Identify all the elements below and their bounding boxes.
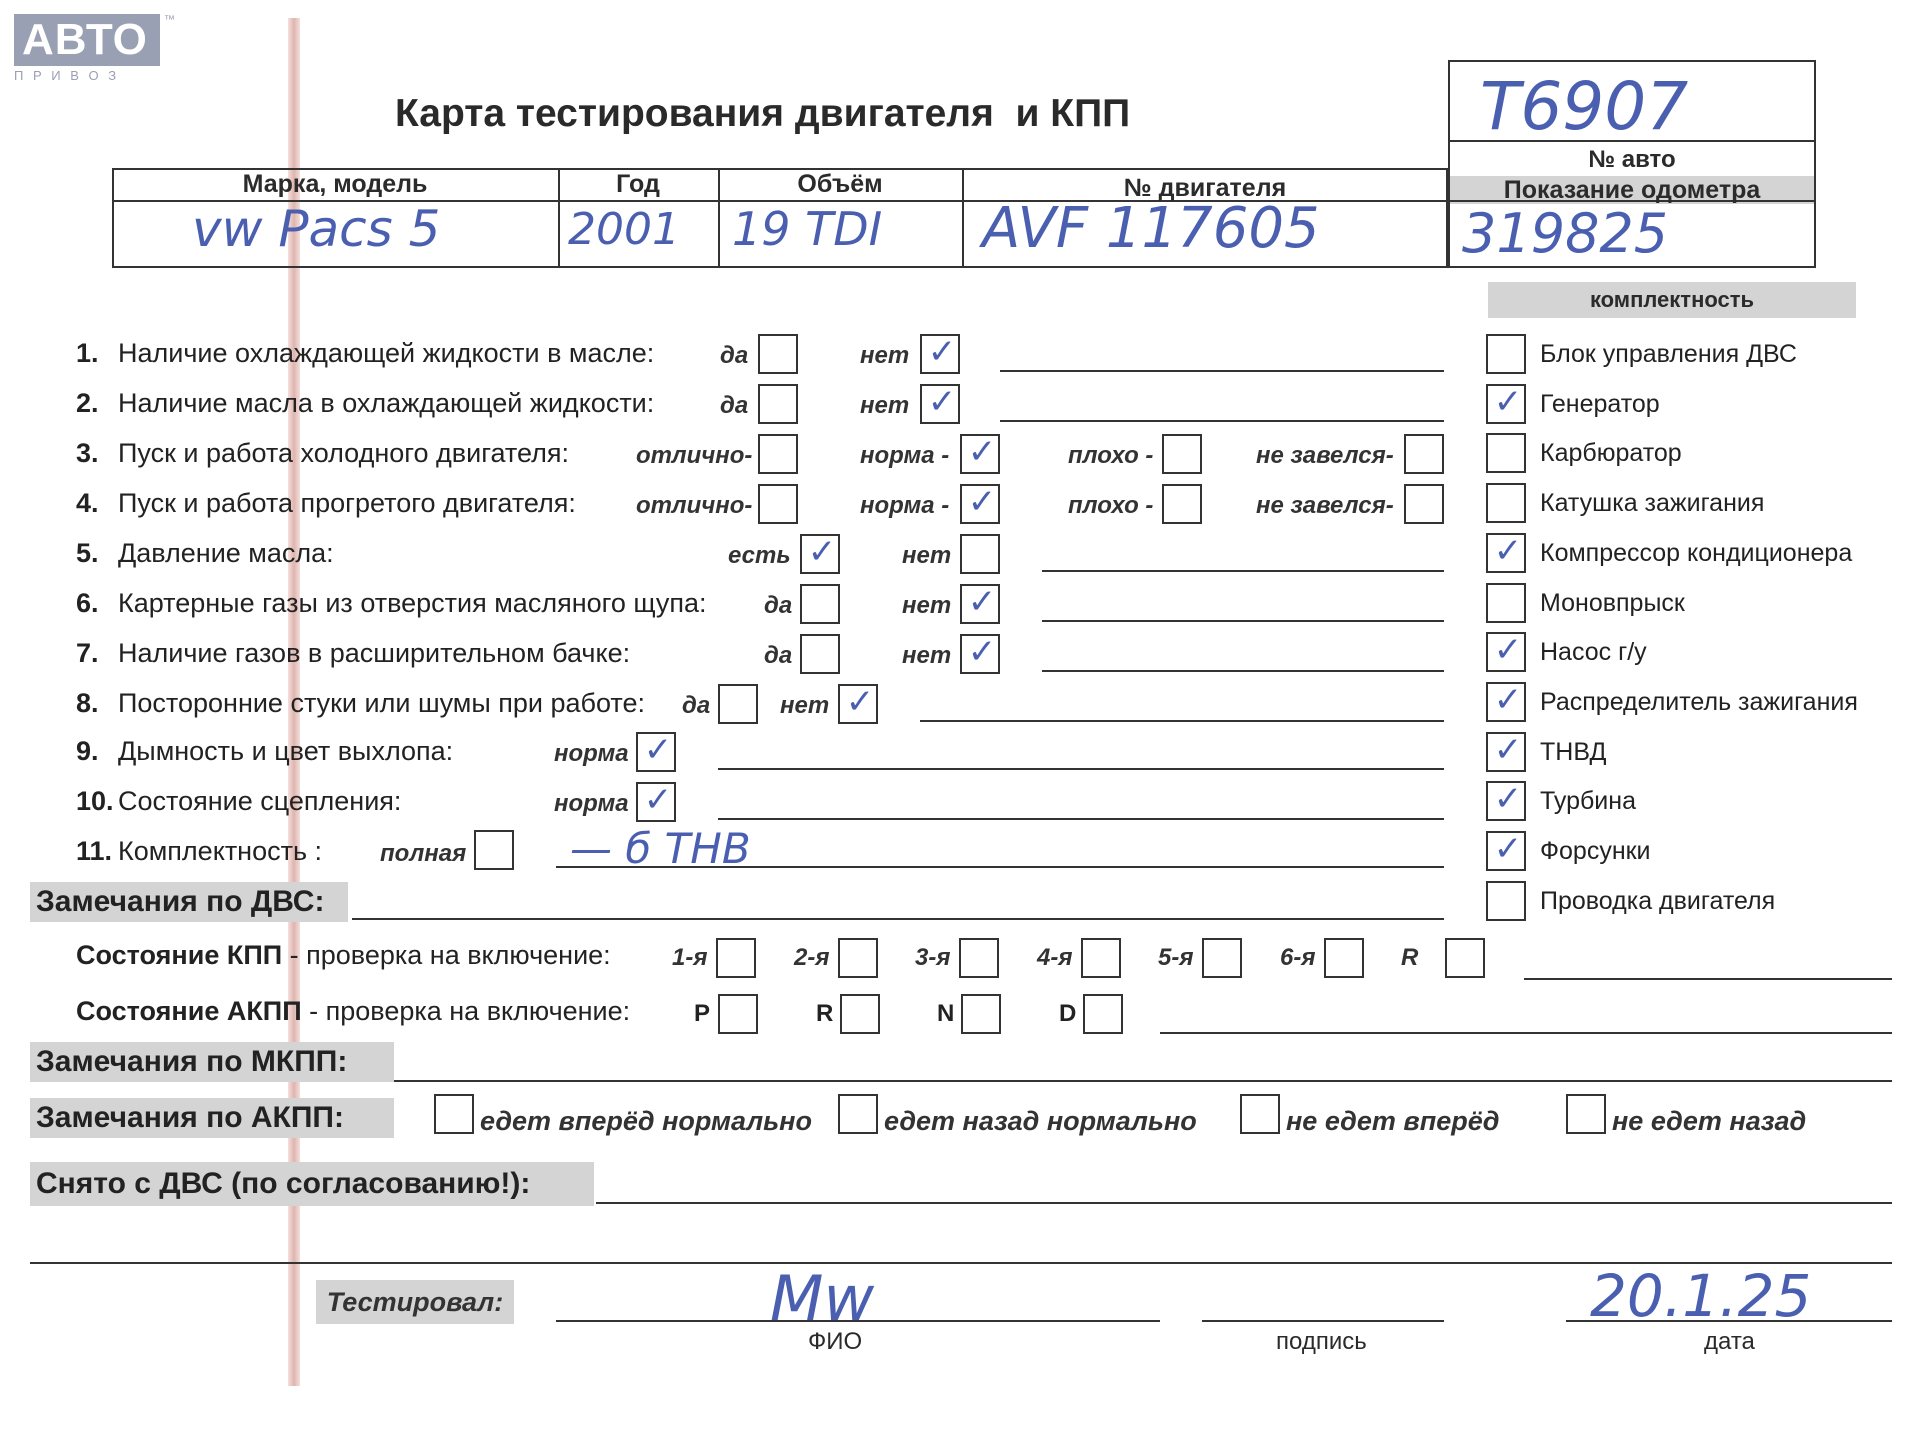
kpp-gear-checkbox[interactable] — [1202, 938, 1242, 978]
checkbox-normal-mark: ✓ — [967, 432, 997, 472]
value-year: 2001 — [568, 204, 680, 255]
option-yes: есть — [728, 542, 791, 569]
checkbox-bad[interactable] — [1162, 434, 1202, 474]
kpp-line[interactable] — [1524, 978, 1892, 980]
akpp-mode-checkbox[interactable] — [718, 994, 758, 1034]
question-line[interactable] — [1042, 620, 1444, 622]
option-yes: да — [682, 692, 711, 719]
tested-by-label: Тестировал: — [316, 1280, 514, 1324]
logo — [14, 14, 175, 86]
completeness-checkbox-1-mark: ✓ — [1493, 382, 1523, 422]
checkbox-yes[interactable] — [758, 334, 798, 374]
akpp-remark-option: едет назад нормально — [884, 1106, 1197, 1136]
question-text: Пуск и работа холодного двигателя: — [118, 438, 569, 468]
completeness-checkbox-7-mark: ✓ — [1493, 680, 1523, 720]
question-line[interactable] — [1000, 420, 1444, 422]
question-text: Пуск и работа прогретого двигателя: — [118, 488, 576, 518]
option-yes: да — [720, 342, 749, 369]
mkpp-remarks-line[interactable] — [394, 1080, 1892, 1082]
checkbox-full[interactable] — [474, 830, 514, 870]
akpp-label: Состояние АКПП - проверка на включение: — [76, 996, 631, 1026]
checkbox-yes[interactable] — [800, 584, 840, 624]
question-number: 2. — [76, 388, 99, 418]
question-number: 9. — [76, 736, 99, 766]
akpp-remark-option: не едет назад — [1612, 1106, 1807, 1136]
option-not-started: не завелся- — [1256, 492, 1394, 519]
kpp-gear-label: 3-я — [915, 944, 951, 971]
checkbox-yes[interactable] — [800, 634, 840, 674]
date-label: дата — [1704, 1328, 1755, 1355]
completeness-checkbox-6-mark: ✓ — [1493, 630, 1523, 670]
value-engine-no: AVF 117605 — [982, 196, 1320, 261]
logo-subtext: П Р И В О З — [14, 68, 120, 83]
completeness-checkbox-4-mark: ✓ — [1493, 531, 1523, 571]
question-text: Дымность и цвет выхлопа: — [118, 736, 454, 766]
removed-label: Снято с ДВС (по согласованию!): — [30, 1162, 594, 1206]
fio-line[interactable] — [556, 1320, 1160, 1322]
option-no: нет — [780, 692, 830, 719]
value-odometer: 319825 — [1462, 202, 1669, 265]
checkbox-normal-mark: ✓ — [967, 482, 997, 522]
completeness-checkbox-2[interactable] — [1486, 433, 1526, 473]
akpp-remark-option: не едет вперёд — [1286, 1106, 1500, 1136]
completeness-note: — б ТНВ — [570, 824, 751, 873]
logo-text: АВТО — [14, 14, 160, 66]
completeness-item-label: Компрессор кондиционера — [1540, 539, 1853, 567]
question-number: 6. — [76, 588, 99, 618]
completeness-checkbox-9-mark: ✓ — [1493, 779, 1523, 819]
checkbox-normal-mark: ✓ — [643, 780, 673, 820]
akpp-remark-option: едет вперёд нормально — [480, 1106, 812, 1136]
question-line[interactable] — [718, 768, 1444, 770]
option-no: нет — [860, 342, 910, 369]
sign-label: подпись — [1276, 1328, 1367, 1355]
car-number-label: № авто — [1450, 140, 1814, 178]
akpp-mode-checkbox[interactable] — [1083, 994, 1123, 1034]
option-yes: да — [720, 392, 749, 419]
option-yes: да — [764, 642, 793, 669]
mkpp-remarks-label: Замечания по МКПП: — [30, 1042, 394, 1082]
kpp-gear-checkbox[interactable] — [1445, 938, 1485, 978]
completeness-item-label: Проводка двигателя — [1540, 887, 1776, 915]
completeness-checkbox-3[interactable] — [1486, 483, 1526, 523]
question-line[interactable] — [718, 818, 1444, 820]
sign-line[interactable] — [1202, 1320, 1444, 1322]
akpp-mode-label: N — [937, 1000, 955, 1027]
checkbox-no-mark: ✓ — [845, 682, 875, 722]
question-text: Наличие масла в охлаждающей жидкости: — [118, 388, 655, 418]
akpp-mode-label: D — [1059, 1000, 1077, 1027]
akpp-remarks-label: Замечания по АКПП: — [30, 1098, 394, 1138]
akpp-remark-checkbox[interactable] — [1566, 1094, 1606, 1134]
akpp-line[interactable] — [1160, 1032, 1892, 1034]
completeness-checkbox-11[interactable] — [1486, 881, 1526, 921]
question-number: 5. — [76, 538, 99, 568]
option-no: нет — [902, 642, 952, 669]
option-excellent: отлично- — [636, 492, 753, 519]
fio-label: ФИО — [808, 1328, 863, 1355]
kpp-gear-checkbox[interactable] — [959, 938, 999, 978]
kpp-gear-label: 1-я — [672, 944, 708, 971]
question-line[interactable] — [556, 866, 1444, 868]
question-number: 10. — [76, 786, 114, 816]
option-bad: плохо - — [1068, 442, 1154, 469]
question-text: Картерные газы из отверстия масляного щупа: — [118, 588, 707, 618]
checkbox-normal-mark: ✓ — [643, 730, 673, 770]
kpp-gear-label: 6-я — [1280, 944, 1316, 971]
option-full: полная — [380, 840, 467, 867]
question-text: Давление масла: — [118, 538, 334, 568]
option-not-started: не завелся- — [1256, 442, 1394, 469]
option-no: нет — [902, 542, 952, 569]
question-number: 11. — [76, 836, 113, 866]
kpp-gear-checkbox[interactable] — [716, 938, 756, 978]
completeness-title: комплектность — [1488, 282, 1856, 318]
kpp-gear-label: 2-я — [794, 944, 830, 971]
col-header-model: Марка, модель — [242, 170, 428, 198]
option-no: нет — [902, 592, 952, 619]
checkbox-no[interactable] — [960, 534, 1000, 574]
question-text: Состояние сцепления: — [118, 786, 402, 816]
col-header-volume: Объём — [797, 170, 883, 198]
akpp-remark-checkbox[interactable] — [434, 1094, 474, 1134]
logo-tm: ™ — [164, 14, 175, 26]
completeness-item-label: Блок управления ДВС — [1540, 340, 1797, 368]
akpp-remark-checkbox[interactable] — [1240, 1094, 1280, 1134]
checkbox-no-mark: ✓ — [967, 582, 997, 622]
completeness-item-label: Насос г/у — [1540, 638, 1647, 666]
completeness-item-label: Катушка зажигания — [1540, 489, 1765, 517]
dvs-remarks-line[interactable] — [352, 918, 1444, 920]
date-value: 20.1.25 — [1590, 1262, 1812, 1330]
header-table — [112, 168, 1816, 268]
option-normal: норма - — [860, 442, 950, 469]
question-line[interactable] — [1000, 370, 1444, 372]
completeness-item-label: Карбюратор — [1540, 439, 1682, 467]
kpp-gear-checkbox[interactable] — [1081, 938, 1121, 978]
question-line[interactable] — [920, 720, 1444, 722]
kpp-gear-checkbox[interactable] — [1324, 938, 1364, 978]
value-model: vw Pacs 5 — [192, 200, 441, 258]
kpp-gear-label: 4-я — [1037, 944, 1073, 971]
checkbox-not-started[interactable] — [1404, 434, 1444, 474]
option-normal: норма — [554, 790, 629, 817]
completeness-item-label: Моновпрыск — [1540, 589, 1685, 617]
checkbox-yes[interactable] — [718, 684, 758, 724]
completeness-checkbox-0[interactable] — [1486, 334, 1526, 374]
option-normal: норма - — [860, 492, 950, 519]
akpp-mode-checkbox[interactable] — [840, 994, 880, 1034]
page-title: Карта тестирования двигателя и КПП — [395, 92, 1131, 135]
checkbox-excellent[interactable] — [758, 434, 798, 474]
dvs-remarks-label: Замечания по ДВС: — [30, 882, 348, 922]
question-text: Комплектность : — [118, 836, 323, 866]
checkbox-yes-mark: ✓ — [807, 532, 837, 572]
checkbox-not-started[interactable] — [1404, 484, 1444, 524]
checkbox-no-mark: ✓ — [967, 632, 997, 672]
question-line[interactable] — [1042, 570, 1444, 572]
removed-line[interactable] — [596, 1202, 1892, 1204]
option-normal: норма — [554, 740, 629, 767]
completeness-checkbox-10-mark: ✓ — [1493, 829, 1523, 869]
akpp-mode-label: P — [694, 1000, 711, 1027]
akpp-mode-label: R — [816, 1000, 834, 1027]
col-header-odometer: Показание одометра — [1503, 176, 1761, 204]
checkbox-no-mark: ✓ — [927, 332, 957, 372]
checkbox-yes[interactable] — [758, 384, 798, 424]
checkbox-excellent[interactable] — [758, 484, 798, 524]
date-line[interactable] — [1566, 1320, 1892, 1322]
completeness-item-label: Форсунки — [1540, 837, 1651, 865]
col-header-year: Год — [616, 170, 660, 198]
question-number: 1. — [76, 338, 99, 368]
completeness-item-label: Генератор — [1540, 390, 1660, 418]
question-number: 3. — [76, 438, 99, 468]
completeness-checkbox-8-mark: ✓ — [1493, 730, 1523, 770]
question-text: Наличие охлаждающей жидкости в масле: — [118, 338, 655, 368]
option-excellent: отлично- — [636, 442, 753, 469]
kpp-gear-label: R — [1401, 944, 1419, 971]
question-text: Посторонние стуки или шумы при работе: — [118, 688, 645, 718]
completeness-item-label: Распределитель зажигания — [1540, 688, 1858, 716]
checkbox-no-mark: ✓ — [927, 382, 957, 422]
question-number: 4. — [76, 488, 99, 518]
akpp-mode-checkbox[interactable] — [961, 994, 1001, 1034]
question-text: Наличие газов в расширительном бачке: — [118, 638, 631, 668]
option-no: нет — [860, 392, 910, 419]
question-number: 7. — [76, 638, 99, 668]
kpp-gear-label: 5-я — [1158, 944, 1194, 971]
option-bad: плохо - — [1068, 492, 1154, 519]
car-number-box — [1448, 60, 1816, 178]
completeness-checkbox-5[interactable] — [1486, 583, 1526, 623]
kpp-gear-checkbox[interactable] — [838, 938, 878, 978]
fio-value: Мw — [770, 1262, 875, 1335]
option-yes: да — [764, 592, 793, 619]
completeness-item-label: Турбина — [1540, 787, 1636, 815]
checkbox-bad[interactable] — [1162, 484, 1202, 524]
question-line[interactable] — [1042, 670, 1444, 672]
car-number-value: Т6907 — [1480, 68, 1689, 145]
kpp-label: Состояние КПП - проверка на включение: — [76, 940, 611, 970]
completeness-item-label: ТНВД — [1540, 738, 1607, 766]
value-volume: 19 TDI — [732, 202, 883, 256]
question-number: 8. — [76, 688, 99, 718]
col-header-engine-no: № двигателя — [1123, 174, 1287, 202]
akpp-remark-checkbox[interactable] — [838, 1094, 878, 1134]
